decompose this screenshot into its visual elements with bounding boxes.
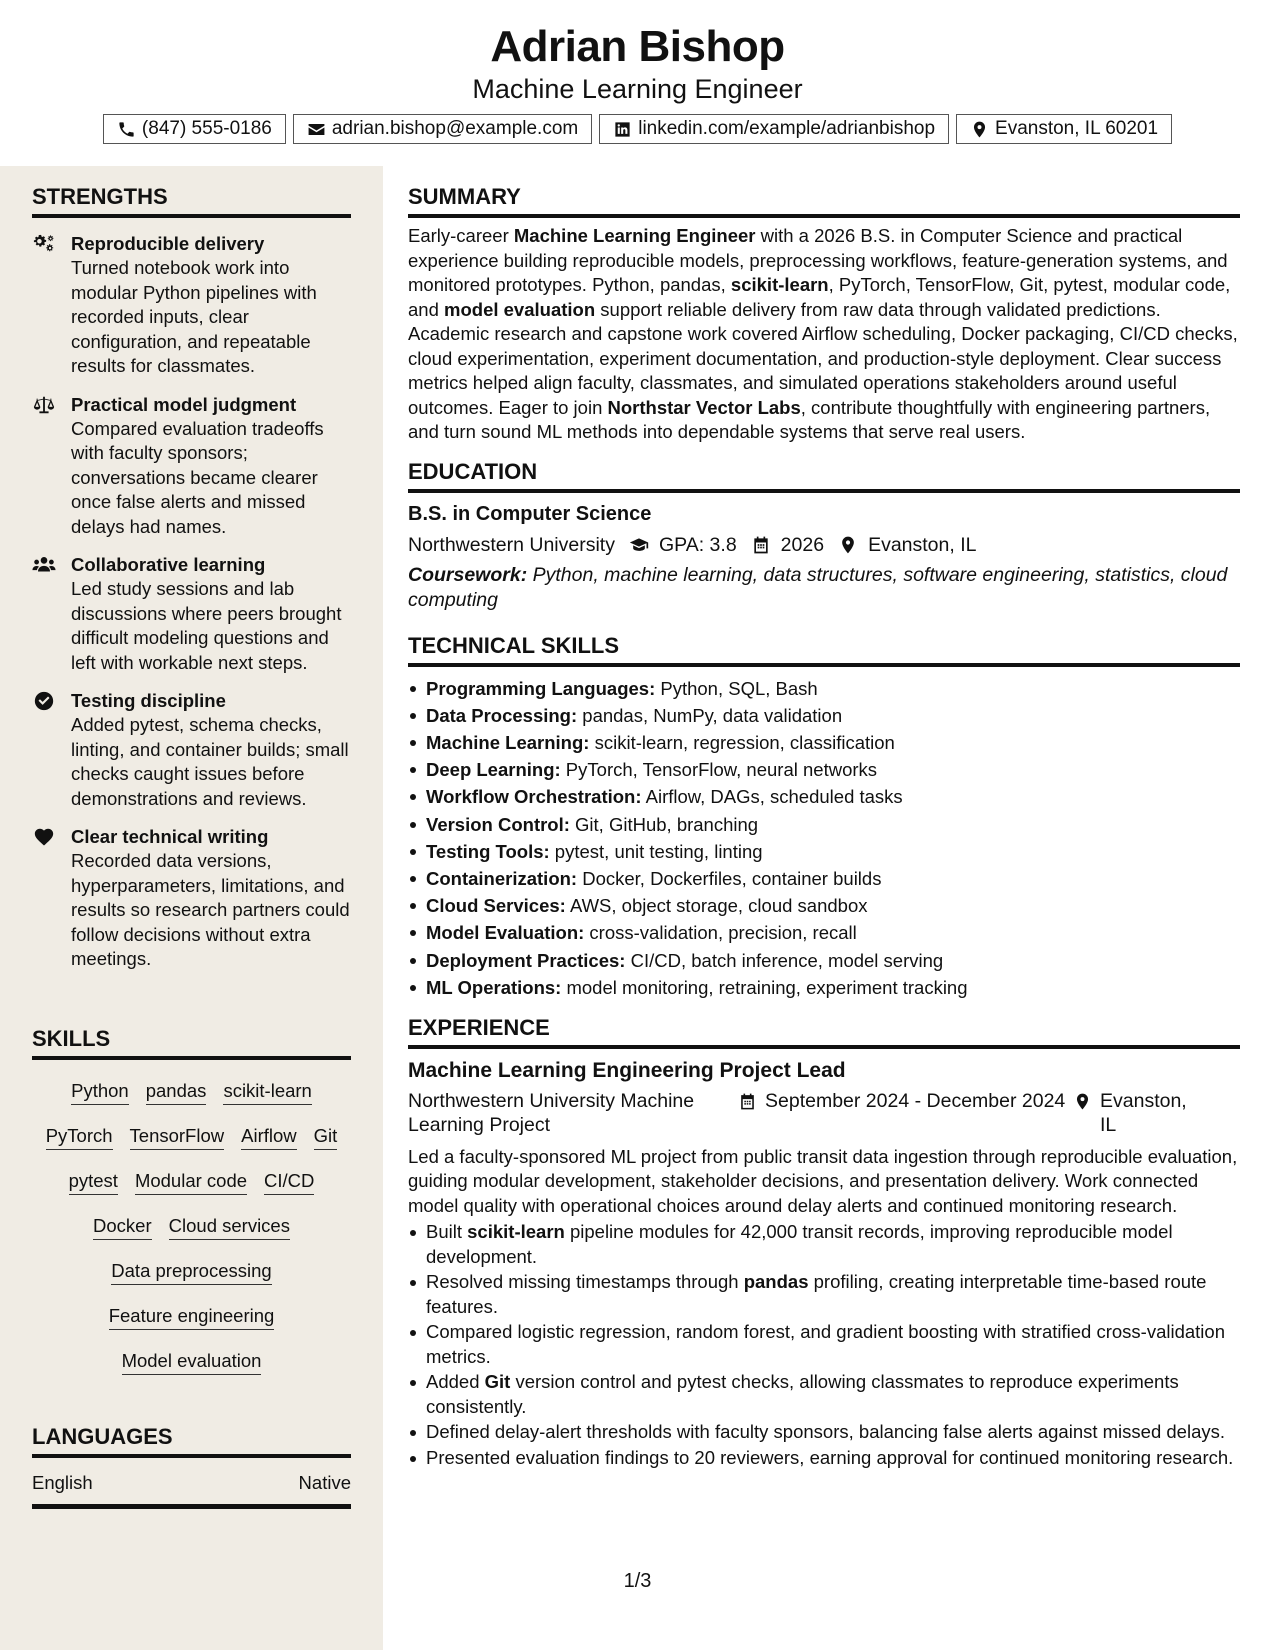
technical-skills-list [408, 675, 1240, 1001]
skills-row [71, 1070, 312, 1115]
technical-skill-item [408, 811, 1240, 838]
skill-tag: Git [314, 1125, 338, 1150]
experience-section [408, 1015, 1240, 1471]
skills-row [69, 1160, 315, 1205]
skills-tags [32, 1070, 351, 1385]
technical-skill-value: Docker, Dockerfiles, container builds [577, 867, 882, 889]
strength-item [32, 393, 351, 540]
languages-title: LANGUAGES [32, 1424, 351, 1458]
technical-skill-item [408, 892, 1240, 919]
technical-skill-label: Testing Tools: [426, 840, 550, 862]
language-row [32, 1472, 351, 1509]
skill-tag: Modular code [135, 1170, 247, 1195]
technical-skill-item [408, 675, 1240, 702]
main-column [408, 166, 1240, 1650]
job-bullet [408, 1320, 1240, 1369]
bullet-run: Presented evaluation findings to 20 reviewers, earning approval for continued monitoring research. [426, 1446, 1234, 1468]
job-bullets [408, 1220, 1240, 1470]
education-details [408, 534, 1240, 557]
technical-skill-label: Deployment Practices: [426, 949, 626, 971]
technical-skill-item [408, 783, 1240, 810]
strength-description: Recorded data versions, hyperparameters, limitations, and results so research partners could follow decisions without extra meetings. [71, 850, 350, 969]
technical-skill-label: Model Evaluation: [426, 922, 585, 944]
strength-description: Compared evaluation tradeoffs with faculty sponsors; conversations became clearer once false alerts and missed delays had names. [71, 417, 324, 537]
skill-tag: TensorFlow [130, 1125, 225, 1150]
technical-skill-item [408, 756, 1240, 783]
summary-highlight: model evaluation [444, 298, 596, 320]
technical-skill-label: Workflow Orchestration: [426, 786, 642, 808]
job-location-wrap [1073, 1089, 1198, 1137]
strength-title: Clear technical writing [71, 826, 269, 847]
strength-title: Practical model judgment [71, 393, 297, 415]
scale-icon [32, 394, 56, 416]
school-location: Evanston, IL [868, 533, 977, 556]
skill-tag: Python [71, 1080, 129, 1105]
bullet-run: Built [426, 1221, 468, 1243]
resume-header [0, 0, 1275, 166]
skill-tag: Docker [93, 1215, 152, 1240]
linkedin-icon [613, 120, 632, 139]
job-title: Machine Learning Engineering Project Lead [408, 1058, 846, 1082]
skills-row [46, 1115, 338, 1160]
contact-phone[interactable] [103, 114, 286, 144]
bullet-run: Resolved missing timestamps through [426, 1271, 744, 1293]
bullet-run: pipeline modules for 42,000 transit records, improving reproducible model development. [426, 1221, 1173, 1267]
skills-section [32, 1026, 351, 1385]
languages-section [32, 1424, 351, 1509]
language-name: English [32, 1472, 93, 1493]
users-icon [32, 554, 56, 576]
job-location: Evanston, IL [1100, 1089, 1187, 1136]
job-description: Led a faculty-sponsored ML project from public transit data ingestion through reproducible evaluation, guiding modular development, stakeholder decisions, and presentation delivery. Work connected model quality with operational choices around delay alerts and continued monitoring research. [408, 1145, 1238, 1216]
job-meta [408, 1089, 1240, 1137]
bullet-highlight: Git [484, 1371, 511, 1393]
job-bullet [408, 1220, 1240, 1269]
technical-skills-section [408, 633, 1240, 1001]
graduation-year: 2026 [780, 533, 825, 556]
technical-skill-item [408, 947, 1240, 974]
school-name: Northwestern University [408, 533, 615, 556]
strength-title: Reproducible delivery [71, 233, 265, 254]
contact-bar [0, 114, 1275, 144]
bullet-run: version control and pytest checks, allowing classmates to reproduce experiments consistently. [426, 1371, 1179, 1417]
technical-skill-item [408, 838, 1240, 865]
strength-item [32, 553, 351, 675]
skill-tag: pandas [146, 1080, 207, 1105]
job-dates: September 2024 - December 2024 [765, 1089, 1066, 1112]
skills-row [111, 1250, 271, 1295]
summary-run: with a 2026 B.S. in Computer Science and practical experience building reproducible models, preprocessing workflows, feature-generation systems, and monitored prototypes. Python, pandas, [408, 225, 1228, 295]
job-bullet [408, 1270, 1240, 1319]
strengths-title: STRENGTHS [32, 184, 351, 218]
contact-email[interactable] [293, 114, 592, 144]
technical-skill-value: PyTorch, TensorFlow, neural networks [560, 759, 878, 781]
skill-tag: scikit-learn [223, 1080, 311, 1105]
strength-item [32, 689, 351, 811]
gears-icon [32, 233, 56, 255]
technical-skill-value: model monitoring, retraining, experiment tracking [561, 976, 968, 998]
map-pin-icon [970, 120, 989, 139]
technical-skill-item [408, 865, 1240, 892]
technical-skill-value: CI/CD, batch inference, model serving [625, 949, 944, 971]
contact-location [956, 114, 1172, 144]
coursework [408, 563, 1240, 613]
language-level: Native [298, 1472, 351, 1493]
summary-title: SUMMARY [408, 184, 1240, 218]
strengths-list [32, 232, 351, 972]
skill-tag: Data preprocessing [111, 1260, 271, 1285]
summary-run: , contribute thoughtfully with engineering partners, and turn sound ML methods into dependable systems that serve real users. [408, 396, 1211, 442]
skills-row [109, 1295, 275, 1340]
job-organization: Northwestern University Machine Learning Project [408, 1089, 695, 1136]
technical-skill-label: Deep Learning: [426, 759, 561, 781]
phone-icon [117, 120, 136, 139]
strength-title: Collaborative learning [71, 554, 266, 575]
job-bullet [408, 1370, 1240, 1419]
strength-item [32, 232, 351, 379]
technical-skill-label: Version Control: [426, 813, 570, 835]
technical-skill-item [408, 729, 1240, 756]
skills-row [93, 1205, 290, 1250]
skills-title: SKILLS [32, 1026, 351, 1060]
technical-skills-title: TECHNICAL SKILLS [408, 633, 1240, 667]
phone-text: (847) 555-0186 [141, 118, 272, 139]
summary-run: , PyTorch, TensorFlow, Git, pytest, modular code, and [408, 274, 1231, 320]
strength-description: Added pytest, schema checks, linting, and container builds; small checks caught issues before demonstrations and reviews. [71, 714, 349, 809]
bullet-run: profiling, creating interpretable time-based route features. [426, 1271, 1207, 1317]
graduation-cap-icon [629, 535, 649, 555]
skill-tag: pytest [69, 1170, 118, 1195]
bullet-highlight: scikit-learn [467, 1221, 565, 1243]
technical-skill-value: AWS, object storage, cloud sandbox [565, 895, 868, 917]
email-text: adrian.bishop@example.com [331, 118, 579, 139]
gpa: GPA: 3.8 [658, 533, 737, 556]
bullet-highlight: pandas [743, 1271, 809, 1293]
skills-row [122, 1340, 262, 1385]
skill-tag: Cloud services [169, 1215, 290, 1240]
summary-highlight: Machine Learning Engineer [513, 225, 756, 246]
technical-skill-value: Git, GitHub, branching [569, 813, 759, 835]
linkedin-text: linkedin.com/example/adrianbishop [638, 118, 936, 139]
coursework-text: Python, machine learning, data structures, software engineering, statistics, cloud computing [408, 563, 1228, 611]
skill-tag: Feature engineering [109, 1305, 275, 1330]
strength-description: Turned notebook work into modular Python pipelines with recorded inputs, clear configuration, and repeatable results for classmates. [71, 257, 317, 376]
technical-skill-item [408, 974, 1240, 1001]
bullet-run: Defined delay-alert thresholds with faculty sponsors, balancing false alerts against missed delays. [426, 1421, 1225, 1443]
map-pin-icon [838, 535, 858, 555]
contact-linkedin[interactable] [599, 114, 949, 144]
education-title: EDUCATION [408, 459, 1240, 493]
summary-highlight: scikit-learn [730, 274, 829, 295]
summary-section [408, 184, 1240, 445]
job-bullet [408, 1446, 1240, 1471]
technical-skill-label: Machine Learning: [426, 731, 590, 753]
candidate-role: Machine Learning Engineer [472, 74, 803, 104]
technical-skill-label: Cloud Services: [426, 895, 566, 917]
technical-skill-value: pandas, NumPy, data validation [577, 704, 843, 726]
strength-title: Testing discipline [71, 690, 226, 711]
bullet-run: Compared logistic regression, random forest, and gradient boosting with stratified cross-validation metrics. [426, 1321, 1225, 1367]
summary-run: support reliable delivery from raw data through validated predictions. Academic research and capstone work covered Airflow scheduling, Docker packaging, CI/CD checks, cloud experimentation, experiment documentation, and production-style deployment. Clear success metrics helped align faculty, classmates, and simulated operations stakeholders around useful outcomes. Eager to join [408, 298, 1238, 418]
technical-skill-value: pytest, unit testing, linting [549, 840, 763, 862]
technical-skill-label: Programming Languages: [426, 677, 656, 699]
skill-tag: CI/CD [264, 1170, 314, 1195]
envelope-icon [307, 120, 326, 139]
summary-run: Early-career [408, 225, 514, 246]
technical-skill-value: cross-validation, precision, recall [584, 922, 857, 944]
technical-skill-label: Data Processing: [426, 704, 578, 726]
education-section [408, 459, 1240, 613]
skill-tag: Model evaluation [122, 1350, 262, 1375]
experience-title: EXPERIENCE [408, 1015, 1240, 1049]
technical-skill-item [408, 919, 1240, 946]
technical-skill-value: Airflow, DAGs, scheduled tasks [641, 786, 903, 808]
strength-description: Led study sessions and lab discussions where peers brought difficult modeling questions and left with workable next steps. [71, 578, 342, 673]
technical-skill-item [408, 702, 1240, 729]
technical-skill-value: Python, SQL, Bash [655, 677, 818, 699]
coursework-label: Coursework: [408, 563, 528, 586]
page-number: 1/3 [623, 1570, 652, 1592]
map-pin-icon [1073, 1092, 1092, 1111]
degree: B.S. in Computer Science [408, 502, 652, 525]
summary-highlight: Northstar Vector Labs [607, 396, 801, 418]
technical-skill-label: Containerization: [426, 867, 578, 889]
heart-icon [32, 826, 56, 848]
strengths-section [32, 184, 351, 972]
bullet-run: Added [426, 1371, 485, 1393]
check-circle-icon [32, 690, 56, 712]
job-dates-wrap [738, 1089, 1073, 1137]
strength-item [32, 825, 351, 972]
skill-tag: PyTorch [46, 1125, 113, 1150]
candidate-name: Adrian Bishop [490, 22, 785, 71]
skill-tag: Airflow [241, 1125, 297, 1150]
technical-skill-label: ML Operations: [426, 976, 562, 998]
sidebar [0, 166, 383, 1650]
location-text: Evanston, IL 60201 [995, 118, 1159, 139]
calendar-icon [751, 535, 771, 555]
summary-text [408, 224, 1240, 445]
calendar-icon [738, 1092, 757, 1111]
technical-skill-value: scikit-learn, regression, classification [589, 731, 895, 753]
job-bullet [408, 1420, 1240, 1445]
